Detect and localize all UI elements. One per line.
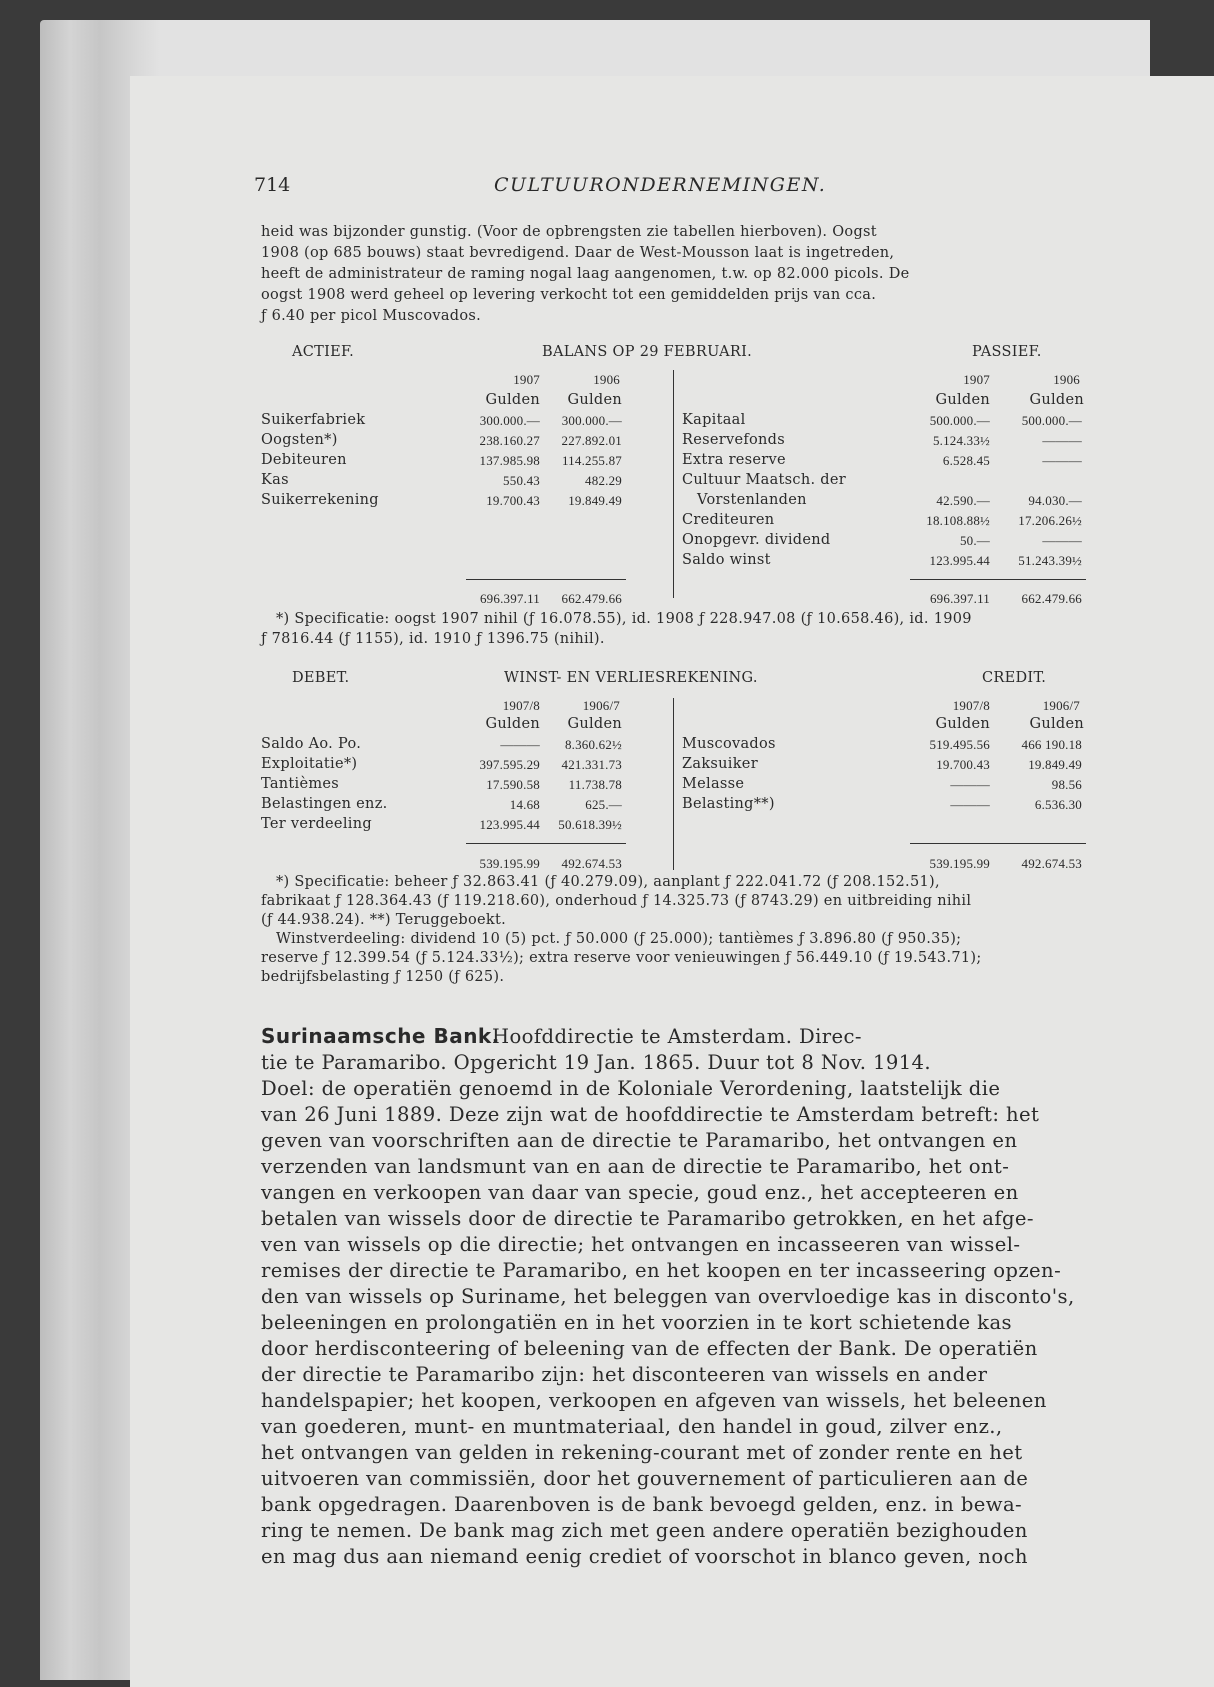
unit-header: Gulden	[567, 392, 622, 408]
bank-text-line: het ontvangen van gelden in rekening-courant met of zonder rente en het	[261, 1441, 1023, 1464]
table-total: 492.674.53	[1021, 856, 1082, 871]
table-total: 539.195.99	[479, 856, 540, 871]
unit-header: Gulden	[1029, 716, 1084, 732]
table-cell: 19.700.43	[936, 757, 990, 772]
table-cell: ———	[1042, 533, 1082, 548]
intro-line: heid was bijzonder gunstig. (Voor de opbrengsten zie tabellen hierboven). Oogst	[261, 224, 877, 240]
table-cell: 94.030.—	[1028, 493, 1082, 508]
table-cell: 466 190.18	[1021, 737, 1082, 752]
table-row-label: Kas	[261, 472, 289, 488]
page-number: 714	[254, 174, 291, 196]
table-divider	[673, 370, 674, 598]
table-cell: 550.43	[503, 473, 540, 488]
table-cell: 50.618.39½	[558, 817, 622, 832]
table-cell: ———	[1042, 433, 1082, 448]
footnote: fabrikaat ƒ 128.364.43 (ƒ 119.218.60), onderhoud ƒ 14.325.73 (ƒ 8743.29) en uitbreiding nihil	[261, 893, 972, 909]
year-header: 1906	[593, 372, 620, 387]
table-cell: 50.—	[959, 533, 990, 548]
bank-text-line: uitvoeren van commissiën, door het gouvernement of particulieren aan de	[261, 1467, 1029, 1490]
table-cell: 500.000.—	[929, 413, 990, 428]
table-divider	[673, 698, 674, 870]
bank-text-line: Hoofddirectie te Amsterdam. Direc-	[492, 1025, 862, 1048]
table-cell: ———	[1042, 453, 1082, 468]
footnote: *) Specificatie: oogst 1907 nihil (ƒ 16.078.55), id. 1908 ƒ 228.947.08 (ƒ 10.658.46), id. 1909	[276, 611, 972, 627]
bank-text-line: Doel: de operatiën genoemd in de Koloniale Verordening, laatstelijk die	[261, 1077, 1001, 1100]
bank-text-line: van goederen, munt- en muntmateriaal, den handel in goud, zilver enz.,	[261, 1415, 1003, 1438]
table-row-label: Tantièmes	[261, 776, 340, 792]
table-cell: 625.—	[585, 797, 622, 812]
footnote: reserve ƒ 12.399.54 (ƒ 5.124.33½); extra reserve voor venieuwingen ƒ 56.449.10 (ƒ 19.543.71);	[261, 950, 982, 966]
sum-line	[910, 843, 1086, 844]
table-cell: 300.000.—	[561, 413, 622, 428]
table-cell: 6.528.45	[942, 453, 990, 468]
table-row-label: Suikerrekening	[261, 492, 379, 508]
table-cell: ———	[950, 777, 990, 792]
bank-text-line: betalen van wissels door de directie te Paramaribo getrokken, en het afge-	[261, 1207, 1034, 1230]
table-cell: 238.160.27	[479, 433, 540, 448]
table-cell: 14.68	[509, 797, 540, 812]
table-row-label: Extra reserve	[682, 452, 786, 468]
table-total: 539.195.99	[929, 856, 990, 871]
table-row-label: Saldo Ao. Po.	[261, 736, 362, 752]
bank-text-line: bank opgedragen. Daarenboven is de bank bevoegd gelden, enz. in bewa-	[261, 1493, 1023, 1516]
table-total: 696.397.11	[479, 591, 540, 606]
table-row-label: Suikerfabriek	[261, 412, 366, 428]
table-row-label: Ter verdeeling	[261, 816, 372, 832]
table-row-label: Onopgevr. dividend	[682, 532, 831, 548]
intro-line: heeft de administrateur de raming nogal laag aangenomen, t.w. op 82.000 picols. De	[261, 266, 910, 282]
unit-header: Gulden	[485, 392, 540, 408]
balans-left-title: ACTIEF.	[292, 344, 355, 360]
running-title: CULTUURONDERNEMINGEN.	[494, 174, 827, 196]
table-cell: 19.849.49	[568, 493, 622, 508]
year-header: 1907	[963, 372, 990, 387]
table-cell: 300.000.—	[479, 413, 540, 428]
sum-line	[466, 843, 626, 844]
bank-text-line: der directie te Paramaribo zijn: het disconteeren van wissels en ander	[261, 1363, 988, 1386]
year-header: 1907/8	[952, 698, 990, 713]
table-cell: ———	[500, 737, 540, 752]
table-cell: ———	[950, 797, 990, 812]
winst-title: WINST- EN VERLIESREKENING.	[504, 670, 758, 686]
bank-text-line: remises der directie te Paramaribo, en het koopen en ter incasseering opzen-	[261, 1259, 1062, 1282]
table-row-label: Crediteuren	[682, 512, 775, 528]
bank-text-line: ring te nemen. De bank mag zich met geen andere operatiën bezighouden	[261, 1519, 1028, 1542]
footnote: *) Specificatie: beheer ƒ 32.863.41 (ƒ 40.279.09), aanplant ƒ 222.041.72 (ƒ 208.152.51),	[276, 874, 940, 890]
table-cell: 51.243.39½	[1018, 553, 1082, 568]
table-row-label: Belastingen enz.	[261, 796, 388, 812]
table-cell: 123.995.44	[479, 817, 540, 832]
table-cell: 18.108.88½	[926, 513, 990, 528]
unit-header: Gulden	[485, 716, 540, 732]
bank-text-line: vangen en verkoopen van daar van specie, goud enz., het accepteeren en	[261, 1181, 1019, 1204]
bank-text-line: den van wissels op Suriname, het beleggen van overvloedige kas in disconto's,	[261, 1285, 1075, 1308]
footnote: ƒ 7816.44 (ƒ 1155), id. 1910 ƒ 1396.75 (nihil).	[261, 631, 605, 647]
year-header: 1906	[1053, 372, 1080, 387]
year-header: 1906/7	[582, 698, 620, 713]
bank-text-line: tie te Paramaribo. Opgericht 19 Jan. 1865. Duur tot 8 Nov. 1914.	[261, 1051, 932, 1074]
winst-left-title: DEBET.	[292, 670, 350, 686]
footnote: (ƒ 44.938.24). **) Teruggeboekt.	[261, 912, 507, 928]
footnote: Winstverdeeling: dividend 10 (5) pct. ƒ 50.000 (ƒ 25.000); tantièmes ƒ 3.896.80 (ƒ 950.35);	[276, 931, 962, 947]
table-cell: 6.536.30	[1034, 797, 1082, 812]
winst-right-title: CREDIT.	[982, 670, 1047, 686]
table-row-label: Reservefonds	[682, 432, 785, 448]
table-cell: 11.738.78	[568, 777, 622, 792]
table-row-label: Cultuur Maatsch. der	[682, 472, 846, 488]
table-cell: 397.595.29	[479, 757, 540, 772]
intro-line: oogst 1908 werd geheel op levering verkocht tot een gemiddelden prijs van cca.	[261, 287, 877, 303]
bank-text-line: door herdisconteering of beleening van de effecten der Bank. De operatiën	[261, 1337, 1038, 1360]
unit-header: Gulden	[567, 716, 622, 732]
table-cell: 519.495.56	[929, 737, 990, 752]
table-cell: 42.590.—	[936, 493, 990, 508]
bank-text-line: handelspapier; het koopen, verkoopen en afgeven van wissels, het beleenen	[261, 1389, 1047, 1412]
unit-header: Gulden	[1029, 392, 1084, 408]
table-cell: 8.360.62½	[564, 737, 622, 752]
table-cell: 5.124.33½	[932, 433, 990, 448]
unit-header: Gulden	[935, 392, 990, 408]
bank-text-line: verzenden van landsmunt van en aan de directie te Paramaribo, het ont-	[261, 1155, 1010, 1178]
table-cell: 17.206.26½	[1018, 513, 1082, 528]
page-content	[130, 0, 1214, 1687]
table-cell: 123.995.44	[929, 553, 990, 568]
bank-text-line: ven van wissels op die directie; het ontvangen en incasseeren van wissel-	[261, 1233, 1021, 1256]
table-row-label: Debiteuren	[261, 452, 347, 468]
footnote: bedrijfsbelasting ƒ 1250 (ƒ 625).	[261, 969, 505, 985]
table-row-label: Saldo winst	[682, 552, 771, 568]
table-row-label: Belasting**)	[682, 796, 775, 812]
table-row-label: Muscovados	[682, 736, 776, 752]
table-total: 492.674.53	[561, 856, 622, 871]
unit-header: Gulden	[935, 716, 990, 732]
balans-title: BALANS OP 29 FEBRUARI.	[542, 344, 753, 360]
table-row-label: Kapitaal	[682, 412, 746, 428]
sum-line	[466, 579, 626, 580]
table-cell: 421.331.73	[561, 757, 622, 772]
year-header: 1906/7	[1042, 698, 1080, 713]
table-cell: 114.255.87	[561, 453, 622, 468]
balans-right-title: PASSIEF.	[972, 344, 1042, 360]
table-cell: 137.985.98	[479, 453, 540, 468]
bank-text-line: beleeningen en prolongatiën en in het voorzien in te kort schietende kas	[261, 1311, 1012, 1334]
bank-text-line: van 26 Juni 1889. Deze zijn wat de hoofddirectie te Amsterdam betreft: het	[261, 1103, 1040, 1126]
table-row-label: Melasse	[682, 776, 745, 792]
table-row-label: Exploitatie*)	[261, 756, 358, 772]
table-cell: 482.29	[585, 473, 622, 488]
table-row-label: Oogsten*)	[261, 432, 338, 448]
bank-text-line: en mag dus aan niemand eenig crediet of voorschot in blanco geven, noch	[261, 1545, 1028, 1568]
table-total: 696.397.11	[929, 591, 990, 606]
sum-line	[910, 579, 1086, 580]
bank-text-line: geven van voorschriften aan de directie te Paramaribo, het ontvangen en	[261, 1129, 1018, 1152]
table-row-label: Zaksuiker	[682, 756, 758, 772]
bank-title: Surinaamsche Bank.	[261, 1024, 500, 1048]
table-cell: 19.849.49	[1028, 757, 1082, 772]
table-total: 662.479.66	[1021, 591, 1082, 606]
table-total: 662.479.66	[561, 591, 622, 606]
table-cell: 19.700.43	[486, 493, 540, 508]
table-row-label: Vorstenlanden	[697, 492, 807, 508]
table-cell: 500.000.—	[1021, 413, 1082, 428]
intro-line: 1908 (op 685 bouws) staat bevredigend. Daar de West-Mousson laat is ingetreden,	[261, 245, 895, 261]
table-cell: 227.892.01	[561, 433, 622, 448]
table-cell: 17.590.58	[486, 777, 540, 792]
intro-line: ƒ 6.40 per picol Muscovados.	[261, 308, 482, 324]
year-header: 1907	[513, 372, 540, 387]
table-cell: 98.56	[1051, 777, 1082, 792]
year-header: 1907/8	[502, 698, 540, 713]
